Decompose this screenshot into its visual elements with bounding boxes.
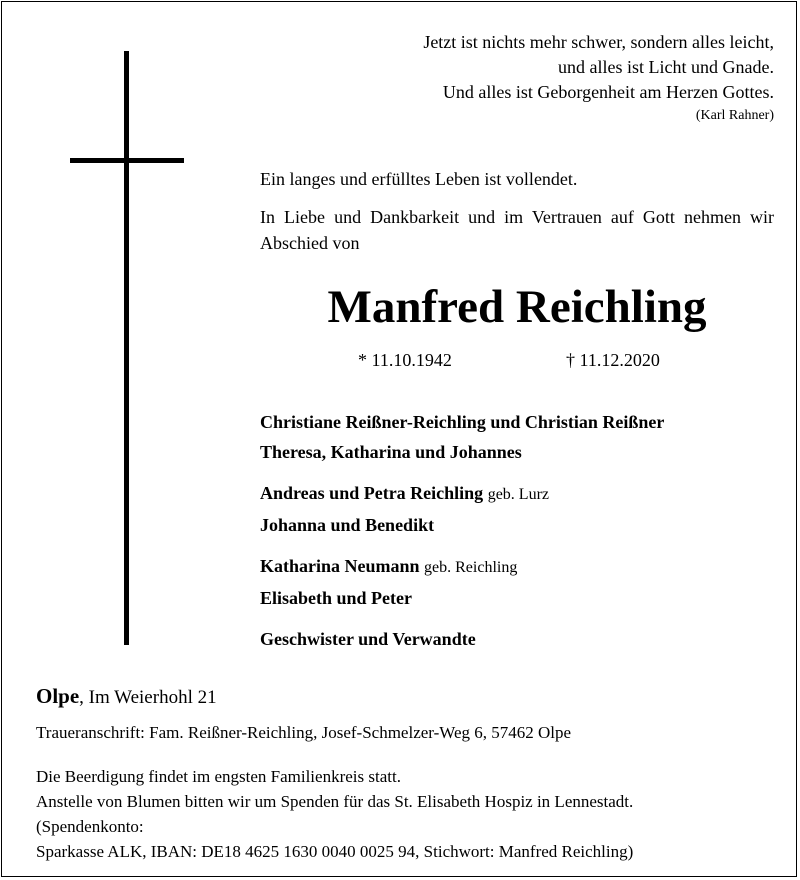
family-line-with-note (260, 478, 780, 510)
family-group (260, 624, 780, 654)
city: Olpe (36, 684, 80, 708)
cross-vertical-bar (124, 51, 129, 645)
notice-line: Sparkasse ALK, IBAN: DE18 4625 1630 0040 0025 94, Stichwort: Manfred Reichling) (36, 842, 634, 861)
notice-line: Die Beerdigung findet im engsten Familienkreis statt. (36, 767, 401, 786)
quote-line: und alles ist Licht und Gnade. (558, 57, 774, 77)
family-line: Theresa, Katharina und Johannes (260, 442, 522, 462)
quote-line: Und alles ist Geborgenheit am Herzen Gottes. (442, 82, 774, 102)
family-list (260, 407, 780, 665)
intro-text (260, 166, 774, 256)
death-date: † 11.12.2020 (566, 350, 660, 370)
quote-block (423, 30, 774, 127)
family-line: Christiane Reißner-Reichling und Christian Reißner (260, 412, 665, 432)
family-group (260, 478, 780, 540)
family-line-with-note (260, 551, 780, 583)
family-line: Elisabeth und Peter (260, 588, 413, 608)
funeral-notice (36, 764, 776, 864)
intro-line-1: Ein langes und erfülltes Leben ist vollendet. (260, 169, 578, 189)
family-group (260, 551, 780, 613)
quote-line: Jetzt ist nichts mehr schwer, sondern alles leicht, (423, 32, 774, 52)
intro-line-2: In Liebe und Dankbarkeit und im Vertrauen auf Gott nehmen wir Abschied von (260, 207, 774, 253)
family-line: Johanna und Benedikt (260, 515, 435, 535)
birth-name-note: geb. Reichling (424, 559, 518, 576)
family-line: Katharina Neumann (260, 556, 420, 576)
quote-author: (Karl Rahner) (695, 108, 774, 123)
family-line: Geschwister und Verwandte (260, 629, 476, 649)
family-group (260, 407, 780, 467)
cross-horizontal-bar (70, 158, 184, 163)
mourning-address: Traueranschrift: Fam. Reißner-Reichling, Josef-Schmelzer-Weg 6, 57462 Olpe (36, 723, 572, 742)
birth-date: * 11.10.1942 (358, 350, 452, 370)
notice-line: (Spendenkonto: (36, 817, 144, 836)
family-line: Andreas und Petra Reichling (260, 483, 484, 503)
birth-name-note: geb. Lurz (487, 486, 549, 503)
notice-line: Anstelle von Blumen bitten wir um Spenden für das St. Elisabeth Hospiz in Lennestadt. (36, 792, 634, 811)
deceased-name: Manfred Reichling (327, 281, 707, 333)
street: , Im Weierhohl 21 (79, 687, 217, 708)
residence-address (36, 683, 217, 711)
